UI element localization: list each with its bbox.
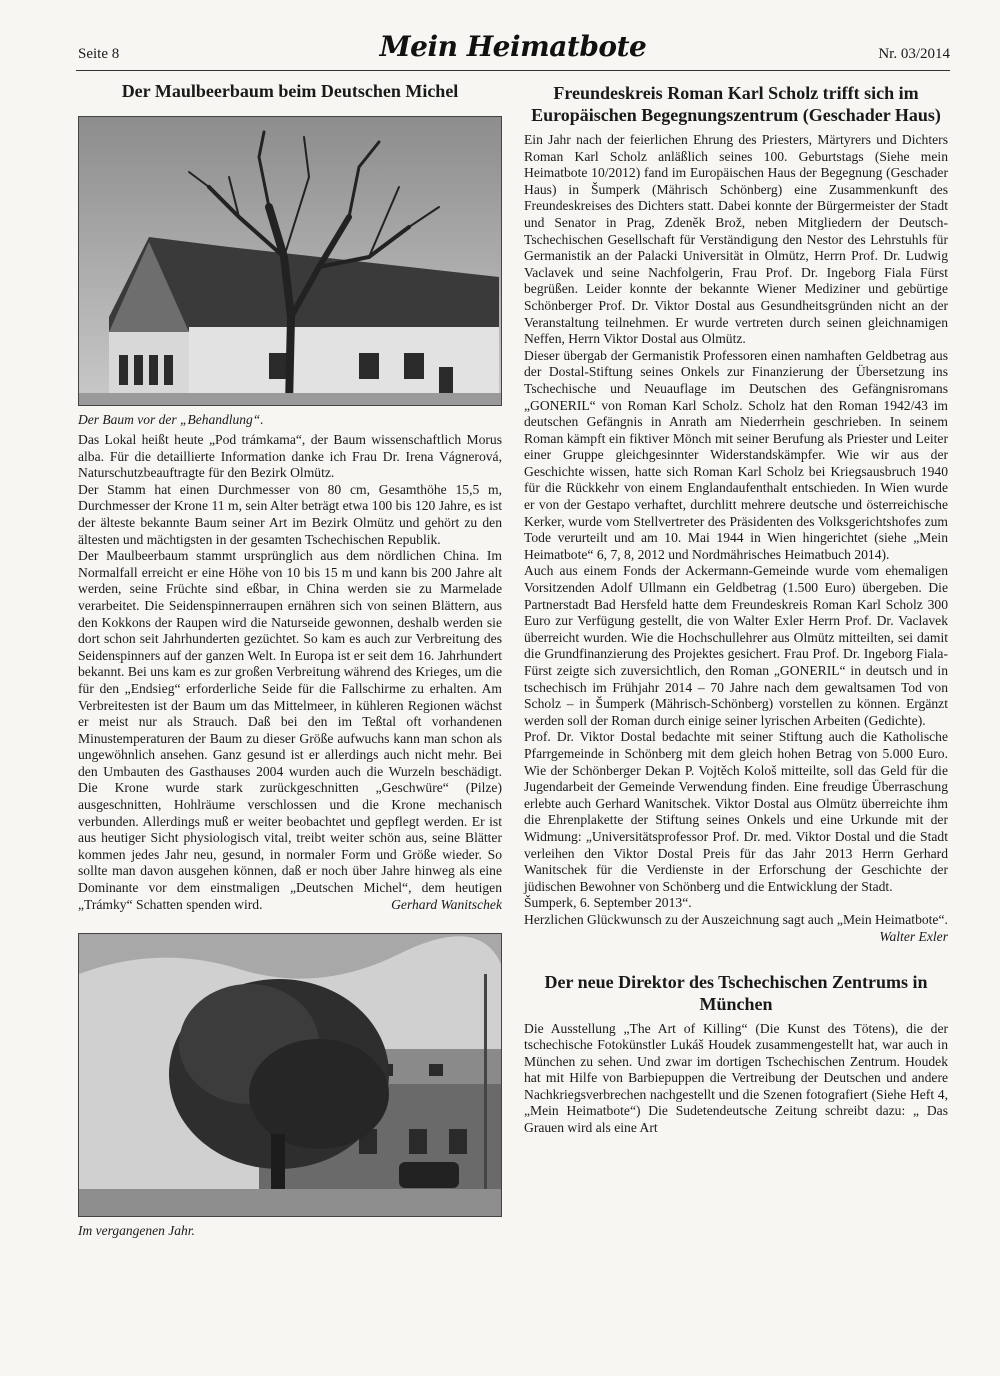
- right-article2-body: [524, 1021, 948, 1137]
- left-paragraph: Der Stamm hat einen Durchmesser von 80 cm, Gesamthöhe 15,5 m, Durchmesser der Krone 11 m, sein Alter beträgt etwa 100 bis 120 Jahre, es ist der älteste bekannte Baum seiner Art im Bezirk Olmütz und gehört zu den ältesten und mächtigsten in der gesamten Tschechischen Republik.: [78, 481, 502, 547]
- left-paragraph: Der Maulbeerbaum stammt ursprünglich aus dem nördlichen China. Im Normalfall erreicht er eine Höhe von 10 bis 15 m und kann bis 200 Jahre alt werden, seine Früchte sind eßbar, in China werden sie zu Marmelade verarbeitet. Die Seidenspinnerraupen ernähren sich von seinen Blättern, aus den Kokkons der Raupen wird die Naturseide gewonnen, deshalb werden sie dort schon seit Jahrhunderten gezüchtet. So kam es auch zur Verbreitung des Seidenspinners auf der ganzen Welt. In Europa ist er seit dem 16. Jahrhundert bekannt. Bei uns kam es zur großen Verbreitung während des Krieges, um die für den „Endsieg“ erforderliche Seide für die Fallschirme zu erhalten. Am Verbreitesten ist der Baum um das Mittelmeer, in kühleren Regionen wächst er meist nur als Strauch. Daß bei den im Teßtal oft vorhandenen Minustemperaturen der Baum zu dieser Größe aufwuchs kann man schon als ungewöhnlich ansehen. Ganz gesund ist er allerdings auch nicht mehr. Bei den Umbauten des Gasthauses 2004 wurden auch die Wurzeln beschädigt. Die Krone wurde stark zurückgeschnitten „Geschwüre“ (Pilze) ausgeschnitten, Hohlräume verschlossen und die Krone mechanisch verbunden. Allerdings muß er weiter beobachtet und gepflegt werden. Er ist aus heutiger Sicht physiologisch vital, treibt weiter schön aus, seine Blätter kommen jedes Jahr neu, gesund, in normaler Form und Größe wieder. So sollte man davon ausgehen können, daß er noch über Jahre hinweg als eine Dominante vor dem einstmaligen „Deutschen Michel“, dem heutigen „Trámky“ Schatten spenden wird. Gerhard Wanitschek: [78, 548, 502, 912]
- left-article-author: Gerhard Wanitschek: [391, 896, 502, 912]
- page-header: [76, 30, 950, 71]
- left-column: [78, 80, 502, 1239]
- left-paragraph: Das Lokal heißt heute „Pod trámkama“, der Baum wissenschaftlich Morus alba. Für die detaillierte Information danke ich Frau Dr. Irena Vágnerová, Naturschutzbeauftragte für den Bezirk Olmütz.: [78, 432, 502, 481]
- photo1-caption: Der Baum vor der „Behandlung“.: [78, 412, 264, 427]
- issue-number: Nr. 03/2014: [878, 46, 950, 62]
- right2-paragraph: Die Ausstellung „The Art of Killing“ (Die Kunst des Tötens), die der tschechische Fotokünstler Lukáš Houdek zusammengestellt hat, war auch in München zu sehen. Und zwar im dortigen Tschechischen Zentrum. Houdek hat mit Hilfe von Barbiepuppen die Vertreibung der Deutschen und andere Nachkriegsverbrechen nachgestellt und die Szenen fotografiert (Siehe Heft 4, „Mein Heimatbote“) Die Sudetendeutsche Zeitung schreibt dazu: „ Das Grauen wird als eine Art: [524, 1020, 948, 1136]
- left-article-title: Der Maulbeerbaum beim Deutschen Michel: [121, 81, 459, 101]
- masthead-logo: Mein Heimatbote: [379, 30, 647, 63]
- right1-paragraph: Dieser übergab der Germanistik Professoren einen namhaften Geldbetrag aus der Dostal-Stiftung seines Onkels zur Finanzierung der Übersetzung ins Tschechische und Neuauflage im Deutschen des Gefängnisromans „GONERIL“ von Roman Karl Scholz. Scholz hat den Roman 1942/43 im deutschen Gefängnis in Anrath am Niederrhein geschrieben. In seinem Roman kämpft ein fiktiver Mönch mit seiner Berufung als Priester und Leiter einer Gruppe gleichgesinnter Widerstandskämpfer. Wie wir aus der Geschichte wissen, hatte sich Roman Karl Scholz bei Kriegsausbruch 1940 für die Rückkehr von einem Englandaufenthalt entschieden. In Wien wurde er von der Gestapo verhaftet, durchlitt mehrere deutsche und österreichische Kerker, wurde vom Stellvertreter des Präsidenten des Volksgerichtshofes zum Tode verurteilt und am 10. Mai 1944 in Wien hingerichtet (siehe „Mein Heimatbote“ 6, 7, 8, 2012 und Nordmährisches Heimatbuch 2014).: [524, 347, 948, 562]
- photo2-caption: Im vergangenen Jahr.: [78, 1223, 195, 1239]
- photo-building-winter-tree: [78, 116, 502, 406]
- left-article-body: [78, 432, 502, 913]
- right-article1-body: [524, 132, 948, 944]
- right-article1-title: Freundeskreis Roman Karl Scholz trifft sich im Europäischen Begegnungszentrum (Geschader Haus): [531, 83, 941, 125]
- right-article2-title: Der neue Direktor des Tschechischen Zentrums in München: [544, 971, 928, 1014]
- right1-paragraph: Ein Jahr nach der feierlichen Ehrung des Priesters, Märtyrers und Dichters Roman Karl Scholz anläßlich seines 100. Geburtstags (Siehe mein Heimatbote 10/2012) fand im Europäischen Haus der Begegnung (Geschader Haus) in Šumperk (Mährisch Schönberg) eine Zusammenkunft des Freundeskreises des Dichters statt. Dabei konnte der Bürgermeister der Stadt und Senator in Prag, Zdeněk Brož, neben Mitgliedern der Deutsch-Tschechischen Gesellschaft für Verständigung den Nestor des Lehrstuhls für Germanistik an der Palacki Universität in Olmütz, Herrn Prof. Dr. Ludwig Vaclavek und seine Nachfolgerin, Frau Prof. Dr. Ingeborg Fiala Fürst begrüßen. Leider konnte der bekannte Wiener Mediziner und gebürtige Schönberger Prof. Dr. Viktor Dostal aus Gesundheitsgründen nicht an der Veranstaltung teilnehmen. Er wurde vertreten durch seinen gleichnamigen Neffen, Herrn Viktor Dostal aus Olmütz.: [524, 132, 948, 347]
- photo-tree-summer: [78, 933, 502, 1217]
- right1-paragraph: Prof. Dr. Viktor Dostal bedachte mit seiner Stiftung auch die Katholische Pfarrgemeinde in Schönberg mit dem gleich hohen Betrag von 5.000 Euro. Wie der Schönberger Dekan P. Vojtěch Kološ mitteilte, soll das Geld für die Jugendarbeit der Gemeinde Verwendung finden. Eine freudige Überraschung erlebte auch Gerhard Wanitschek. Viktor Dostal aus Olmütz überreichte ihm die Ehrenplakette der Stiftung seines Onkels und eine Urkunde mit der Widmung: „Universitätsprofessor Prof. Dr. med. Viktor Dostal und die Stadt verleihen den Viktor Dostal Preis für das Jahr 2013 Herrn Gerhard Wanitschek für die Verdienste in der Erforschung der Geschichte der jüdischen Bewohner von Schönberg und die Entwicklung der Stadt.: [524, 729, 948, 894]
- right-article1-author: Walter Exler: [879, 928, 948, 944]
- page-number: Seite 8: [78, 46, 120, 62]
- right1-paragraph: Auch aus einem Fonds der Ackermann-Gemeinde wurde vom ehemaligen Vorsitzenden Adolf Ullmann ein Geldbetrag (1.500 Euro) übergeben. Die Partnerstadt Bad Hersfeld hatte dem Freundeskreis Roman Karl Scholz 300 Euro zur Verfügung gestellt, die von Walter Exler Herrn Prof. Dr. Vaclavek überreicht wurden. Wie die Hochschullehrer aus Olmütz mitteilten, sei damit die Grundfinanzierung des Projektes gesichert. Frau Prof. Dr. Ingeborg Fiala-Fürst zeigte sich zuversichtlich, den Roman „GONERIL“ in deutsch und in tschechisch im Frühjahr 2014 – 70 Jahre nach dem gewaltsamen Tod von Scholz – in Šumperk (Mährisch-Schönberg) vorstellen zu können. Ergänzt werden soll der Roman durch einige seiner lyrischen Arbeiten (Gedichte).: [524, 563, 948, 728]
- right1-paragraph: Šumperk, 6. September 2013“.: [524, 895, 692, 911]
- right-column: [524, 82, 948, 1137]
- right1-paragraph: Herzlichen Glückwunsch zu der Auszeichnung sagt auch „Mein Heimatbote“. Walter Exler: [524, 911, 948, 944]
